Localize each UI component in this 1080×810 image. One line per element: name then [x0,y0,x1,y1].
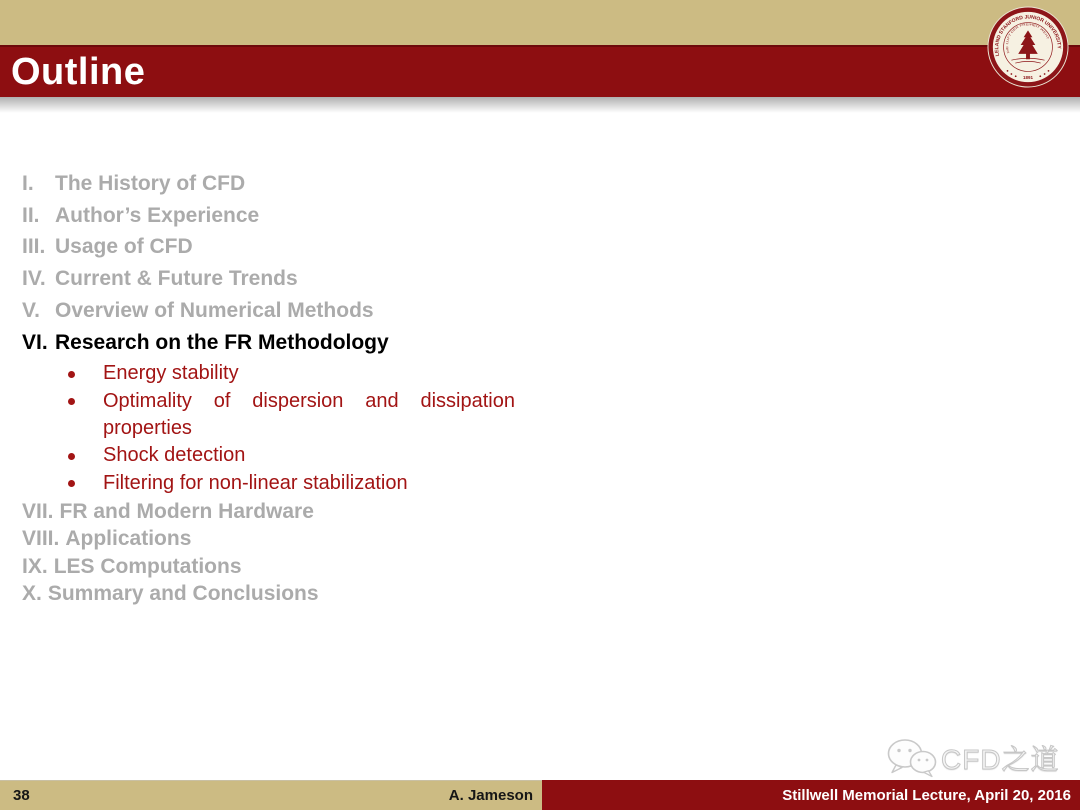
outline-item-7 [22,498,742,525]
subtopic-label: Shock detection [103,444,246,467]
footer-venue: Stillwell Memorial Lecture, April 20, 2016 [782,786,1071,804]
outline-item-9 [22,553,742,580]
item-label: The History of CFD [55,172,246,195]
item-numeral: III. [22,235,46,259]
outline-item-4 [22,263,742,295]
title-bar [0,45,1080,97]
outline-sections-bottom [22,498,742,607]
bullet-icon [64,470,103,497]
top-strip [0,0,1080,45]
subtopic-item-2 [64,388,742,443]
item-numeral: V. [22,298,40,322]
subtopic-item-3 [64,442,742,469]
slide-title: Outline [11,50,146,93]
outline-item-2 [22,200,742,232]
seal-year: 1891 [1023,75,1033,81]
outline-item-10 [22,580,742,607]
item-numeral: VI. [22,330,48,354]
title-bar-shadow [0,97,1080,113]
outline-sections-top [22,168,742,358]
page-number: 38 [13,787,30,804]
item-label: Summary and Conclusions [47,581,319,605]
subtopic-item-1 [64,360,742,387]
footer-right [542,780,1080,810]
item-numeral: X. [22,581,42,605]
item-label: Author’s Experience [55,203,260,227]
item-numeral: II. [22,203,40,227]
item-numeral: IV. [22,267,46,291]
seal-motto: DIE LUFT DER FREIHEIT WEHT [1004,22,1050,54]
footer-author: A. Jameson [448,787,533,804]
item-label: FR and Modern Hardware [59,499,314,523]
outline-item-current [22,327,742,359]
watermark [884,738,1060,778]
bullet-icon [64,442,103,469]
outline-item-3 [22,231,742,263]
outline-list [22,168,742,607]
outline-item-8 [22,525,742,552]
subtopic-item-4 [64,470,742,497]
bullet-icon [64,388,103,443]
current-subtopics [64,360,742,497]
item-label: Overview of Numerical Methods [55,298,374,322]
stanford-seal-icon [987,6,1069,88]
item-numeral: IX. [22,554,48,578]
subtopic-label: Energy stability [103,362,239,385]
wechat-icon [884,738,938,778]
outline-item-1 [22,168,742,200]
footer-left [0,780,542,810]
item-numeral: VII. [22,499,54,523]
subtopic-label: Optimality of dispersion and dissipation properties [103,389,515,439]
item-numeral: VIII. [22,527,60,551]
seal-ring-text: LELAND STANFORD JUNIOR UNIVERSITY [994,14,1062,57]
item-label: Current & Future Trends [55,267,298,291]
watermark-text: CFD之道 [941,744,1060,775]
bullet-icon [64,360,103,387]
item-label: Usage of CFD [55,235,193,259]
item-numeral: I. [22,172,34,195]
item-label: LES Computations [53,554,242,578]
footer [0,780,1080,810]
subtopic-label: Filtering for non-linear stabilization [103,471,408,494]
item-label: Research on the FR Methodology [55,330,389,354]
outline-item-5 [22,295,742,327]
item-label: Applications [65,527,192,551]
